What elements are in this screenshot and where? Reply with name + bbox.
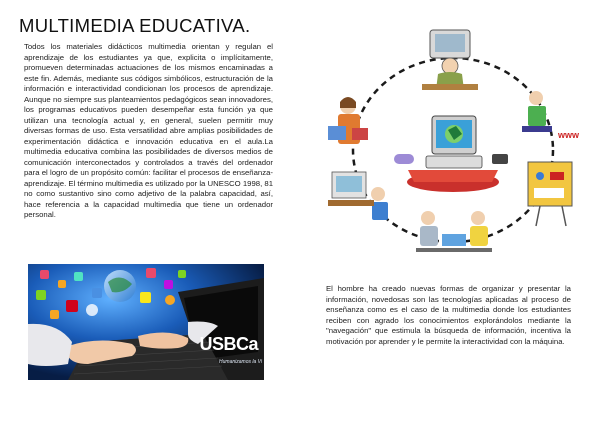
laptop-photo (28, 264, 264, 380)
photo-logo: USBCa (199, 334, 258, 354)
illustration-caption: El hombre ha creado nuevas formas de organizar y presentar la información, novedosas son las tecnologías aplicadas al proceso de enseñanza como es el caso de la multimedia donde los estudiantes reciben con agrado los conocimientos explorándolos mediante la "navegación" que estimula la búsqueda de información, incentiva la motivación por aprender y le permite la interactividad con la máquina. (326, 284, 571, 346)
page-title: MULTIMEDIA EDUCATIVA. (19, 15, 251, 36)
network-diagram-icon (322, 22, 584, 272)
photo-logo-subtitle: Humanizamos la Vi (219, 359, 262, 365)
svg-text:www: www (558, 130, 580, 140)
body-paragraph: Todos los materiales didácticos multimedia orientan y regulan el aprendizaje de los estudiantes ya que, explicita o implícitamente, promueven determinadas actuaciones de los mismos encaminadas a este fin. Además, mediante sus códigos simbólicos, estructuración de la información e interactividad condicionan los procesos de aprendizaje. Aunque no siempre sus planteamientos pedagógicos sean innovadores, los programas educativos pueden desempeñar esta función ya que utilizan una tecnología actual y, en general, suelen permitir muy diversas formas de uso. Esta versatilidad abre amplias posibilidades de experimentación didáctica e innovación educativa en el aula.La multimedia educativa combina las posibilidades de diversos medios de comunicación interconectados y controlados a través del ordenador para el logro de un propósito común: facilitar el procesos de enseñanza-aprendizaje. El término multimedia es utilizado por la UNESCO 1998, 81 no como sustantivo sino como adjetivo de la palabra capacidad, así, hace referencia a la capacidad multimedia que tiene un ordenador personal. (24, 42, 273, 219)
multimedia-network-illustration (322, 22, 584, 272)
